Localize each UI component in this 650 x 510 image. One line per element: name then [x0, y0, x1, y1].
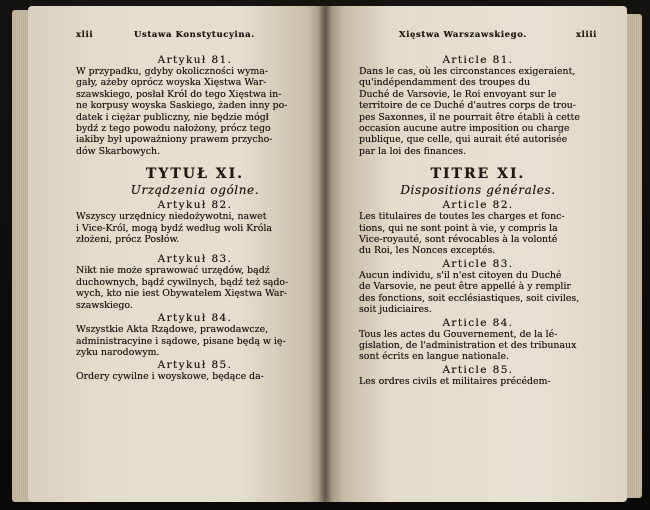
text-line: szawskiego. [76, 299, 133, 311]
text-line: Tous les actes du Gouvernement, de la lé- [359, 328, 558, 340]
right-article-83-heading: Article 83. [442, 257, 514, 270]
text-line: bydź z tego powodu nałożony, prócz tego [76, 123, 271, 135]
text-line: gislation, de l'administration et des tribunaux [359, 339, 577, 351]
right-article-83-text [359, 270, 597, 316]
left-page-number: xlii [76, 30, 94, 40]
left-section-subtitle: Urządzenia ogólne. [130, 183, 260, 198]
left-article-85-heading: Artykuł 85. [157, 359, 233, 372]
text-line: zyku narodowym. [76, 346, 160, 358]
left-running-head [76, 30, 314, 46]
text-line: du Roi, les Nonces exceptés. [359, 245, 496, 257]
book-gutter [318, 6, 332, 502]
right-article-85-heading: Article 85. [442, 363, 514, 376]
text-line: de Varsovie, ne peut être appellé à y remplir [359, 281, 571, 293]
left-article-84-text [76, 324, 314, 358]
left-article-84-heading: Artykuł 84. [157, 312, 233, 325]
right-section-title: TITRE XI. [430, 166, 526, 183]
text-line: duchownych, bądź cywilnych, bądź też sądo- [76, 276, 289, 288]
text-line: Wszystkie Akta Rządowe, prawodawcze, [76, 324, 269, 336]
text-line: Duché de Varsovie, le Roi envoyant sur le [359, 88, 557, 100]
text-line: par la loi des finances. [359, 145, 467, 157]
text-line: dów Skarbowych. [76, 145, 161, 157]
right-article-84-heading: Article 84. [442, 316, 514, 329]
text-line: iakiby był upoważniony prawem przycho- [76, 134, 273, 146]
text-line: Dans le cas, où les circonstances exigeraient, [359, 66, 576, 77]
right-running-title: Xięstwa Warszawskiego. [399, 30, 527, 40]
left-article-83-text [76, 265, 314, 311]
text-line: occasion aucune autre imposition ou charge [359, 123, 570, 135]
left-running-title: Ustawa Konstytucyina. [134, 30, 255, 40]
text-line: W przypadku, gdyby okoliczności wyma- [76, 66, 269, 77]
right-running-head [359, 30, 597, 46]
text-line: Aucun individu, s'il n'est citoyen du Duché [359, 269, 562, 281]
left-article-82-text [76, 211, 314, 245]
text-line: administracyine i sądowe, pisane będą w ię- [76, 335, 286, 347]
right-article-82-heading: Article 82. [442, 199, 514, 212]
text-line: sont écrits en langue nationale. [359, 351, 510, 363]
text-line: soit judiciaires. [359, 304, 432, 316]
left-page [28, 6, 328, 502]
right-page-number: xliii [576, 30, 597, 40]
text-line: Nikt nie może sprawować urzędów, bądź [76, 265, 270, 277]
left-article-81-text [76, 66, 314, 157]
text-line: wych, kto nie iest Obywatelem Xięstwa War- [76, 288, 288, 300]
left-article-83-heading: Artykuł 83. [157, 253, 233, 266]
text-line: Ordery cywilne i woyskowe, będące da- [76, 371, 264, 383]
left-article-81-heading: Artykuł 81. [157, 54, 233, 66]
text-line: i Vice-Król, mogą bydź według woli Króla [76, 222, 272, 234]
text-line: gały, ażeby oprócz woyska Xięstwa War- [76, 77, 267, 89]
left-article-85-text [76, 371, 314, 382]
text-line: Wszyscy urzędnicy niedożywotni, nawet [76, 211, 267, 223]
text-line: des fonctions, soit ecclésiastiques, soit civiles, [359, 292, 580, 304]
right-page [325, 6, 627, 502]
text-line: tions, qui ne sont point à vie, y compris la [359, 222, 558, 234]
text-line: ne korpusy woyska Saskiego, żaden inny po- [76, 100, 288, 112]
text-line: Vice-royauté, sont révocables à la volonté [359, 234, 558, 246]
right-article-84-text [359, 329, 597, 363]
right-article-81-heading: Article 81. [442, 54, 514, 66]
right-article-81-text [359, 66, 597, 157]
text-line: Les ordres civils et militaires précédem- [359, 375, 551, 387]
text-line: Les titulaires de toutes les charges et fonc- [359, 211, 565, 223]
text-line: szawskiego, posłał Król do tego Xięstwa in- [76, 88, 282, 100]
left-section-title: TYTUŁ XI. [145, 166, 245, 183]
text-line: publique, que celle, qui aurait été autorisée [359, 134, 568, 146]
text-line: datek i ciężar publiczny, nie będzie mógł [76, 111, 269, 123]
right-article-82-text [359, 211, 597, 257]
left-article-82-heading: Artykuł 82. [157, 199, 233, 212]
text-line: pes Saxonnes, il ne pourrait être établi à cette [359, 111, 580, 123]
right-article-85-text [359, 376, 597, 387]
text-line: złożeni, prócz Posłów. [76, 234, 180, 246]
text-line: qu'indépendamment des troupes du [359, 77, 531, 89]
right-section-subtitle: Dispositions générales. [400, 183, 556, 198]
text-line: territoire de ce Duché d'autres corps de trou- [359, 100, 576, 112]
